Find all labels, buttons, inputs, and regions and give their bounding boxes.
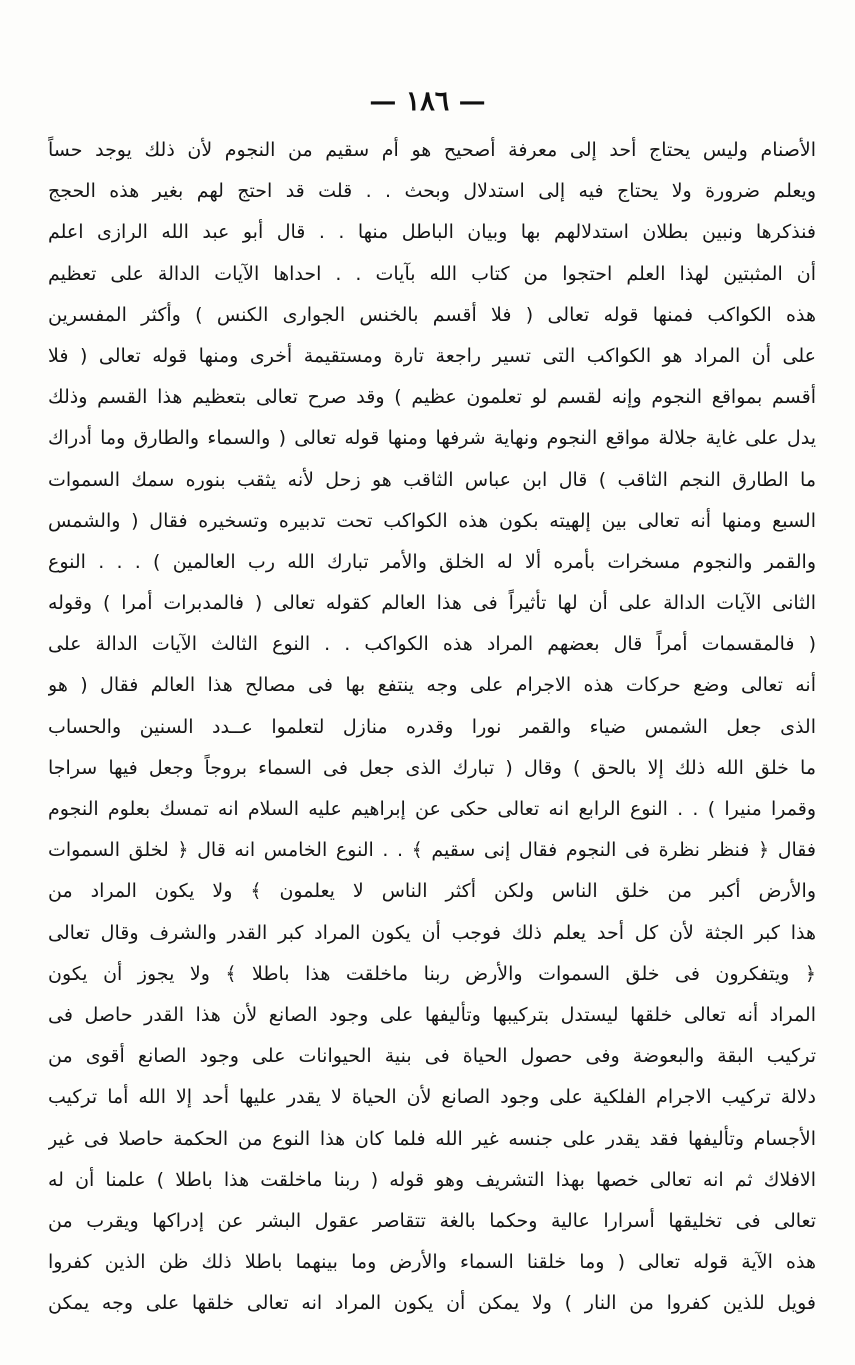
text-line: الافلاك ثم انه تعالى خصها بهذا التشريف وهو قوله ( ربنا ماخلقت هذا باطلا ) علمنا أن له — [48, 1168, 816, 1191]
text-line: السبع ومنها أنه تعالى بين إلهيته بكون هذه الكواكب تحت تدبيره وتسخيره فقال ( والشمس — [48, 509, 816, 532]
text-line: ما الطارق النجم الثاقب ) قال ابن عباس الثاقب هو زحل لأنه يثقب بنوره سمك السموات — [48, 468, 816, 491]
text-line: ﴿ ويتفكرون فى خلق السموات والأرض ربنا ماخلقت هذا باطلا ﴾ ولا يجوز أن يكون — [48, 962, 816, 985]
text-line: على أن المراد هو الكواكب التى تسير راجعة تارة ومستقيمة أخرى ومنها قوله تعالى ( فلا — [48, 344, 816, 367]
text-line: فويل للذين كفروا من النار ) ولا يمكن أن يكون المراد انه تعالى خلقها على وجه يمكن — [48, 1292, 816, 1315]
text-line: ويعلم ضرورة ولا يحتاج فيه إلى استدلال وبحث . . قلت قد احتج لهم بغير هذه الحجج — [48, 180, 816, 203]
text-line: هذه الكواكب فمنها قوله تعالى ( فلا أقسم بالخنس الجوارى الكنس ) وأكثر المفسرين — [48, 303, 816, 326]
text-line: أنه تعالى وضع حركات هذه الاجرام على وجه ينتفع بها فى مصالح هذا العالم فقال ( هو — [48, 674, 816, 697]
text-line: والأرض أكبر من خلق الناس ولكن أكثر الناس لا يعلمون ﴾ ولا يكون المراد من — [48, 880, 816, 903]
text-line: المراد أنه تعالى خلقها ليستدل بتركيبها وتأليفها على وجود الصانع لأن هذا القدر حاصل فى — [48, 1003, 816, 1026]
text-line: الذى جعل الشمس ضياء والقمر نورا وقدره منازل لتعلموا عــدد السنين والحساب — [48, 715, 816, 738]
text-line: يدل على غاية جلالة مواقع النجوم ونهاية شرفها ومنها قوله تعالى ( والسماء والطارق وما أدراك — [48, 427, 816, 450]
text-line: أقسم بمواقع النجوم وإنه لقسم لو تعلمون عظيم ) وقد صرح تعالى بتعظيم هذا القسم وذلك — [48, 386, 816, 409]
page-number: — ١٨٦ — — [369, 86, 486, 117]
text-line: وقمرا منيرا ) . . النوع الرابع انه تعالى حكى عن إبراهيم عليه السلام انه تمسك بعلوم النجوم — [48, 798, 816, 820]
text-line: والقمر والنجوم مسخرات بأمره ألا له الخلق والأمر تبارك الله رب العالمين ) . . . النوع — [48, 550, 816, 573]
text-line: تركيب البقة والبعوضة وفى حصول الحياة فى بنية الحيوانات على وجود الصانع أقوى من — [48, 1045, 816, 1068]
text-line: فقال ﴿ فنظر نظرة فى النجوم فقال إنى سقيم ﴾ . . النوع الخامس انه قال ﴿ لخلق السموات — [48, 839, 816, 862]
text-line: الثانى الآيات الدالة على أن لها تأثيراً فى هذا العالم كقوله تعالى ( فالمدبرات أمرا ) وقوله — [48, 592, 816, 615]
text-line: هذا كبر الجثة لأن كل أحد يعلم ذلك فوجب أن يكون المراد كبر القدر والشرف وقال تعالى — [48, 921, 816, 944]
text-line: هذه الآية قوله تعالى ( وما خلقنا السماء والأرض وما بينهما باطلا ذلك ظن الذين كفروا — [48, 1251, 816, 1274]
text-line: تعالى فى تخليقها أسرارا عالية وحكما بالغة تتقاصر عقول البشر عن إدراكها ويقرب من — [48, 1209, 816, 1232]
text-line: الأجسام وتأليفها فقد يقدر على جنسه غير الله فلما كان هذا النوع من الحكمة حاصلا فى غير — [48, 1127, 816, 1150]
text-line: ما خلق الله ذلك إلا بالحق ) وقال ( تبارك الذى جعل فى السماء بروجاً وجعل فيها سراجا — [48, 756, 816, 779]
text-line: الأصنام وليس يحتاج أحد إلى معرفة أصحيح هو أم سقيم من النجوم لأن ذلك يوجد حساً — [48, 139, 816, 161]
text-line: فنذكرها ونبين بطلان استدلالهم بها وبيان الباطل منها . . قال أبو عبد الله الرازى اعلم — [48, 221, 816, 244]
body-text — [48, 130, 816, 1324]
text-line: دلالة تركيب الاجرام الفلكية على وجود الصانع لأن الحياة لا يقدر عليها أحد إلا الله أما تركيب — [48, 1086, 816, 1109]
text-line: ( فالمقسمات أمراً قال بعضهم المراد هذه الكواكب . . النوع الثالث الآيات الدالة على — [48, 633, 816, 656]
text-line: أن المثبتين لهذا العلم احتجوا من كتاب الله بآيات . . احداها الآيات الدالة على تعظيم — [48, 262, 816, 285]
